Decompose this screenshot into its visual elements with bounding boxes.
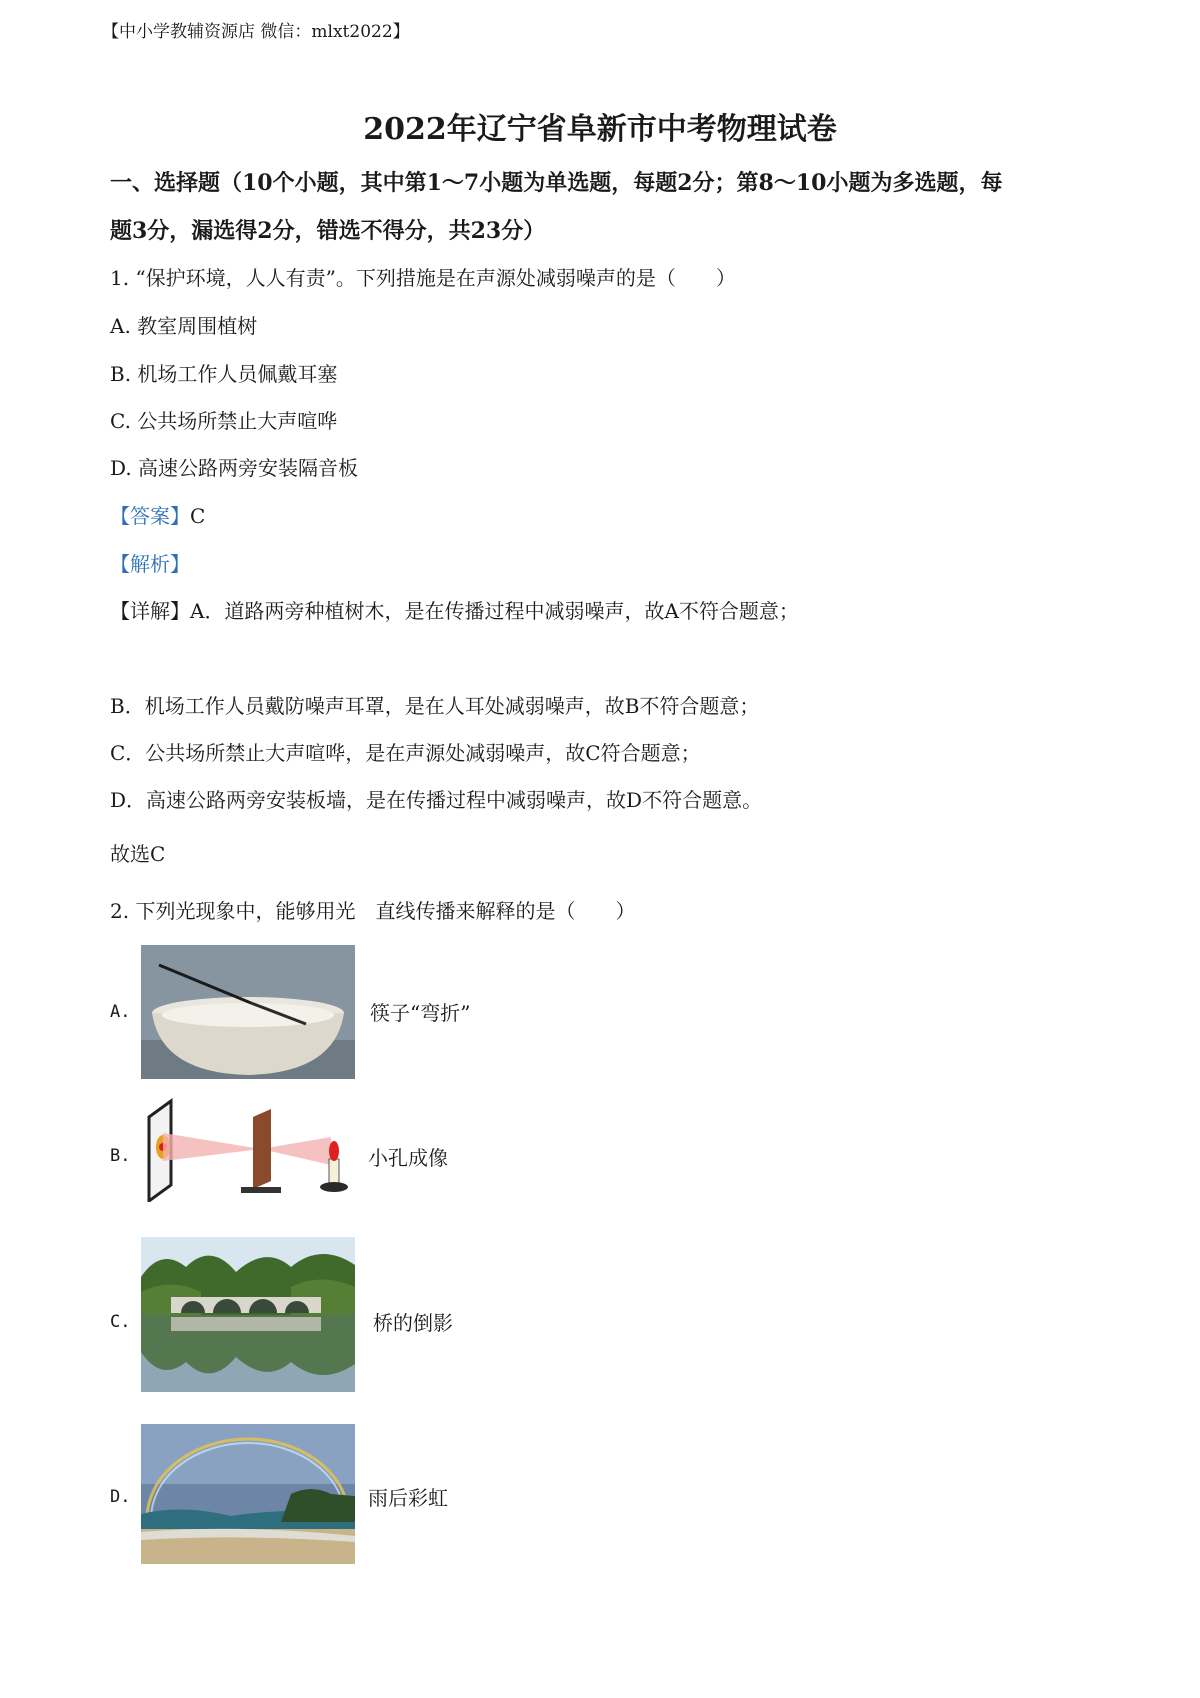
question-1-option-b: B. 机场工作人员佩戴耳塞 — [110, 362, 338, 386]
section-heading-line-2: 题3分，漏选得2分，错选不得分，共23分） — [110, 218, 546, 244]
detail-line-d: D．高速公路两旁安装板墙，是在传播过程中减弱噪声，故D不符合题意。 — [110, 788, 763, 812]
answer-label: 【答案】 — [110, 504, 190, 528]
bowl-with-chopstick-photo — [141, 945, 355, 1079]
detail-line-b: B．机场工作人员戴防噪声耳罩，是在人耳处减弱噪声，故B不符合题意； — [110, 694, 760, 718]
page-title: 2022年辽宁省阜新市中考物理试卷 — [363, 112, 837, 147]
rainbow-photo — [141, 1424, 355, 1564]
q2-option-b-text: 小孔成像 — [368, 1146, 448, 1170]
question-1-option-d: D. 高速公路两旁安装隔音板 — [110, 456, 359, 480]
q2-option-a-text: 筷子“弯折” — [370, 1001, 471, 1025]
watermark-header: 【中小学教辅资源店 微信：mlxt2022】 — [102, 22, 410, 42]
section-heading-line-1: 一、选择题（10个小题，其中第1～7小题为单选题，每题2分；第8～10小题为多选题，每 — [110, 170, 1003, 196]
question-1-stem: 1. “保护环境，人人有责”。下列措施是在声源处减弱噪声的是（ ） — [110, 266, 736, 290]
answer-line — [110, 500, 205, 529]
question-1-option-c: C. 公共场所禁止大声喧哗 — [110, 409, 338, 433]
analysis-label: 【解析】 — [110, 552, 190, 576]
pinhole-camera-diagram — [141, 1097, 355, 1202]
bridge-reflection-photo — [141, 1237, 355, 1392]
q2-option-c-text: 桥的倒影 — [373, 1311, 453, 1335]
detail-line-a: 【详解】A．道路两旁种植树木，是在传播过程中减弱噪声，故A不符合题意； — [110, 599, 799, 623]
q2-option-c-label: C. — [110, 1312, 131, 1332]
detail-line-c: C．公共场所禁止大声喧哗，是在声源处减弱噪声，故C符合题意； — [110, 741, 701, 765]
q2-option-a-label: A. — [110, 1002, 131, 1022]
q2-option-d-text: 雨后彩虹 — [368, 1486, 448, 1510]
conclusion: 故选C — [110, 842, 166, 866]
q2-option-d-label: D. — [110, 1487, 131, 1507]
answer-value: C — [190, 504, 206, 528]
q2-option-b-label: B. — [110, 1146, 131, 1166]
question-1-option-a: A. 教室周围植树 — [110, 314, 258, 338]
question-2-stem: 2. 下列光现象中，能够用光 直线传播来解释的是（ ） — [110, 899, 636, 923]
